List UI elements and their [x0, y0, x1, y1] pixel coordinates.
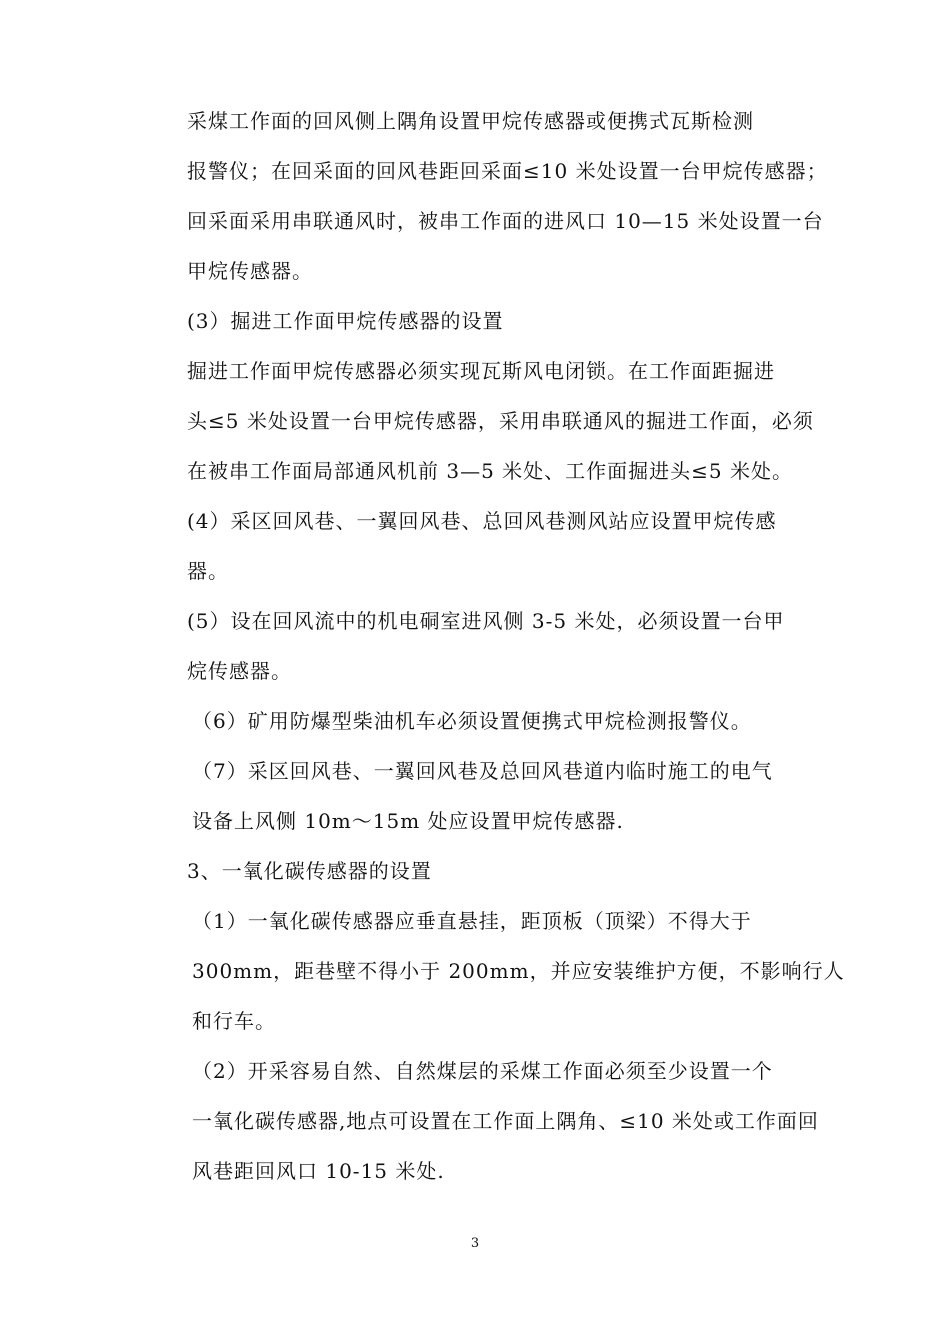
text-line: （7）采区回风巷、一翼回风巷及总回风巷道内临时施工的电气 — [192, 759, 773, 783]
text-line: 和行车。 — [192, 1009, 276, 1033]
text-line: （1）一氧化碳传感器应垂直悬挂，距顶板（顶梁）不得大于 — [192, 909, 752, 933]
paragraph-excavation-face — [146, 346, 816, 496]
text-line: （6）矿用防爆型柴油机车必须设置便携式甲烷检测报警仪。 — [192, 709, 752, 733]
text-line: (5）设在回风流中的机电硐室进风侧 3-5 米处，必须设置一台甲 — [187, 609, 785, 633]
paragraph-return-airways — [146, 496, 816, 596]
text-line: 烷传感器。 — [187, 659, 292, 683]
text-line: 在被串工作面局部通风机前 3—5 米处、工作面掘进头≤5 米处。 — [187, 459, 794, 483]
heading-co-sensor — [146, 846, 816, 896]
text-line: 一氧化碳传感器,地点可设置在工作面上隅角、≤10 米处或工作面回 — [192, 1109, 819, 1133]
text-line: 300mm，距巷壁不得小于 200mm，并应安装维护方便，不影响行人 — [192, 959, 845, 983]
text-line: 掘进工作面甲烷传感器必须实现瓦斯风电闭锁。在工作面距掘进 — [187, 359, 775, 383]
text-line: （2）开采容易自然、自然煤层的采煤工作面必须至少设置一个 — [192, 1059, 773, 1083]
text-line: 3、一氧化碳传感器的设置 — [187, 859, 432, 883]
text-line: (4）采区回风巷、一翼回风巷、总回风巷测风站应设置甲烷传感 — [187, 509, 777, 533]
paragraph-methane-working-face — [146, 96, 828, 296]
text-line: 风巷距回风口 10-15 米处. — [192, 1159, 445, 1183]
paragraph-electrical-chamber — [146, 596, 816, 696]
heading-excavation-face — [146, 296, 816, 346]
text-line: 设备上风侧 10m～15m 处应设置甲烷传感器. — [192, 809, 624, 833]
text-line: 报警仪；在回采面的回风巷距回采面≤10 米处设置一台甲烷传感器； — [187, 159, 828, 183]
text-line: 甲烷传感器。 — [187, 259, 313, 283]
text-line: 回采面采用串联通风时，被串工作面的进风口 10—15 米处设置一台 — [187, 209, 824, 233]
page-number: 3 — [470, 1236, 480, 1251]
text-line: 头≤5 米处设置一台甲烷传感器，采用串联通风的掘进工作面，必须 — [187, 409, 814, 433]
text-line: 采煤工作面的回风侧上隅角设置甲烷传感器或便携式瓦斯检测 — [187, 109, 754, 133]
text-line: (3）掘进工作面甲烷传感器的设置 — [187, 309, 504, 333]
text-line: 器。 — [187, 559, 229, 583]
paragraph-diesel-locomotive — [146, 696, 816, 746]
paragraph-temporary-electrical — [146, 746, 816, 846]
paragraph-co-sensor-coal-face — [146, 1046, 819, 1196]
paragraph-co-sensor-mounting — [146, 896, 845, 1046]
